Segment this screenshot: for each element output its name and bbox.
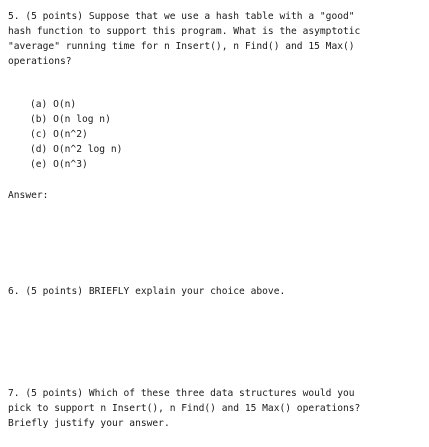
option-e: (e) O(n^3) <box>30 159 88 170</box>
question-7-line-1: 7. (5 points) Which of these three data structures would you <box>8 388 355 399</box>
answer-section <box>8 188 425 203</box>
option-c: (c) O(n^2) <box>30 129 88 140</box>
question-5-options <box>30 97 122 172</box>
question-6 <box>8 284 425 299</box>
question-5-line-4: operations? <box>8 56 72 67</box>
question-5-line-3: "average" running time for n Insert(), n Find() and 15 Max() <box>8 41 355 52</box>
question-7 <box>8 386 425 431</box>
question-7-line-3: Briefly justify your answer. <box>8 418 170 429</box>
question-7-line-2: pick to support n Insert(), n Find() and 15 Max() operations? <box>8 403 361 414</box>
question-5-line-2: hash function to support this program. What is the asymptotic <box>8 26 361 37</box>
question-5-line-1: 5. (5 points) Suppose that we use a hash table with a "good" <box>8 11 355 22</box>
option-d: (d) O(n^2 log n) <box>30 144 123 155</box>
option-a: (a) O(n) <box>30 99 77 110</box>
option-b: (b) O(n log n) <box>30 114 111 125</box>
question-6-line-1: 6. (5 points) BRIEFLY explain your choice above. <box>8 286 286 297</box>
answer-label: Answer: <box>8 190 49 201</box>
question-5 <box>8 9 425 69</box>
